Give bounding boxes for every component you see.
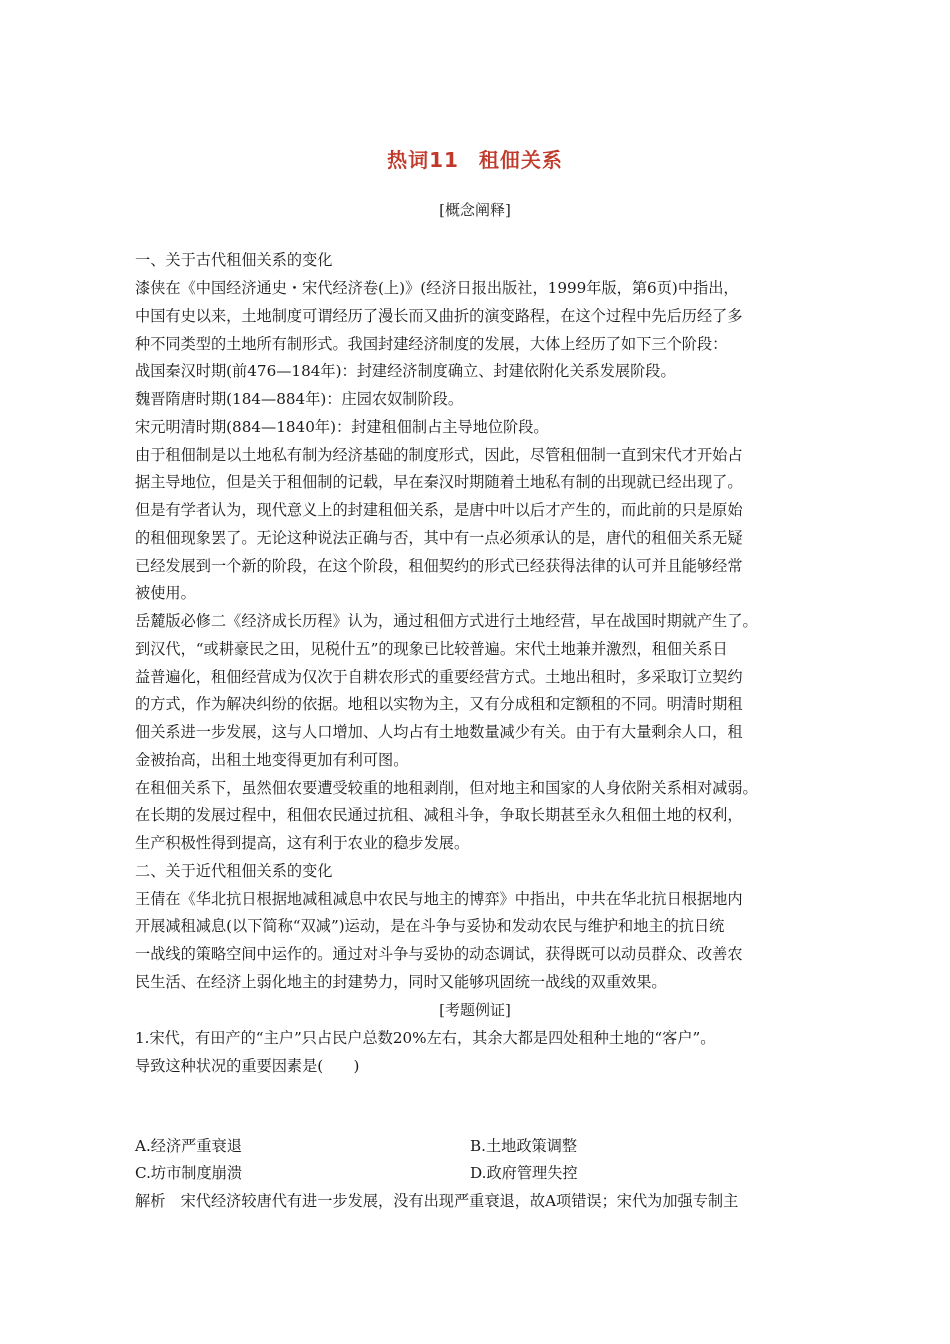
body-line: 益普遍化，租佃经营成为仅次于自耕农形式的重要经营方式。土地出租时，多采取订立契约 xyxy=(135,668,743,686)
body-line: 的租佃现象罢了。无论这种说法正确与否，其中有一点必须承认的是，唐代的租佃关系无疑 xyxy=(135,529,743,547)
option-b: B.土地政策调整 xyxy=(470,1137,578,1155)
body-line: 中国有史以来，土地制度可谓经历了漫长而又曲折的演变路程，在这个过程中先后历经了多 xyxy=(135,307,743,325)
body-line: 的方式，作为解决纠纷的依据。地租以实物为主，又有分成租和定额租的不同。明清时期租 xyxy=(135,695,743,713)
concept-header: [概念阐释] xyxy=(439,201,511,219)
body-line: 到汉代，“或耕豪民之田，见税什五”的现象已比较普遍。宋代土地兼并激烈，租佃关系日 xyxy=(135,640,728,658)
body-line: 佃关系进一步发展，这与人口增加、人均占有土地数量减少有关。由于有大量剩余人口，租 xyxy=(135,723,743,741)
body-line: 在租佃关系下，虽然佃农要遭受较重的地租剥削，但对地主和国家的人身依附关系相对减弱。 xyxy=(135,779,758,797)
body-line: 种不同类型的土地所有制形式。我国封建经济制度的发展，大体上经历了如下三个阶段： xyxy=(135,335,728,353)
body-line: 王倩在《华北抗日根据地减租减息中农民与地主的博弈》中指出，中共在华北抗日根据地内 xyxy=(135,890,743,908)
body-line: 漆侠在《中国经济通史・宋代经济卷(上)》(经济日报出版社，1999年版，第6页)中指出， xyxy=(135,279,739,297)
body-line: 在长期的发展过程中，租佃农民通过抗租、减租斗争，争取长期甚至永久租佃土地的权利， xyxy=(135,806,743,824)
body-line: 一、关于古代租佃关系的变化 xyxy=(135,251,333,269)
body-line: 据主导地位，但是关于租佃制的记载，早在秦汉时期随着土地私有制的出现就已经出现了。 xyxy=(135,473,743,491)
title-topic: 租佃关系 xyxy=(478,148,563,172)
body-line: 民生活、在经济上弱化地主的封建势力，同时又能够巩固统一战线的双重效果。 xyxy=(135,973,667,991)
page-title xyxy=(0,144,950,173)
body-line: 但是有学者认为，现代意义上的封建租佃关系，是唐中叶以后才产生的，而此前的只是原始 xyxy=(135,501,743,519)
body-line: 已经发展到一个新的阶段，在这个阶段，租佃契约的形式已经获得法律的认可并且能够经常 xyxy=(135,557,743,575)
question-line: 1.宋代，有田产的“主户”只占民户总数20%左右，其余大都是四处租种土地的“客户”。 xyxy=(135,1029,716,1047)
body-line: 战国秦汉时期(前476—184年)：封建经济制度确立、封建依附化关系发展阶段。 xyxy=(135,362,676,380)
question-line: 导致这种状况的重要因素是( ) xyxy=(135,1057,360,1075)
option-c: C.坊市制度崩溃 xyxy=(135,1164,243,1182)
body-line: 宋元明清时期(884—1840年)：封建租佃制占主导地位阶段。 xyxy=(135,418,549,436)
body-line: 二、关于近代租佃关系的变化 xyxy=(135,862,333,880)
body-line: 金被抬高，出租土地变得更加有利可图。 xyxy=(135,751,409,769)
option-a: A.经济严重衰退 xyxy=(135,1137,242,1155)
analysis-line: 解析 宋代经济较唐代有进一步发展，没有出现严重衰退，故A项错误；宋代为加强专制主 xyxy=(135,1192,739,1210)
body-line: 一战线的策略空间中运作的。通过对斗争与妥协的动态调试，获得既可以动员群众、改善农 xyxy=(135,945,743,963)
body-line: 岳麓版必修二《经济成长历程》认为，通过租佃方式进行土地经营，早在战国时期就产生了。 xyxy=(135,612,758,630)
body-line: 被使用。 xyxy=(135,584,196,602)
body-line: 魏晋隋唐时期(184—884年)：庄园农奴制阶段。 xyxy=(135,390,464,408)
option-d: D.政府管理失控 xyxy=(470,1164,578,1182)
body-line: 生产积极性得到提高，这有利于农业的稳步发展。 xyxy=(135,834,470,852)
body-line: 开展减租减息(以下简称“双减”)运动，是在斗争与妥协和发动农民与维护和地主的抗日统 xyxy=(135,917,725,935)
body-line: 由于租佃制是以土地私有制为经济基础的制度形式，因此，尽管租佃制一直到宋代才开始占 xyxy=(135,446,743,464)
example-header: [考题例证] xyxy=(439,1001,511,1019)
title-keyword: 热词11 xyxy=(387,148,459,172)
